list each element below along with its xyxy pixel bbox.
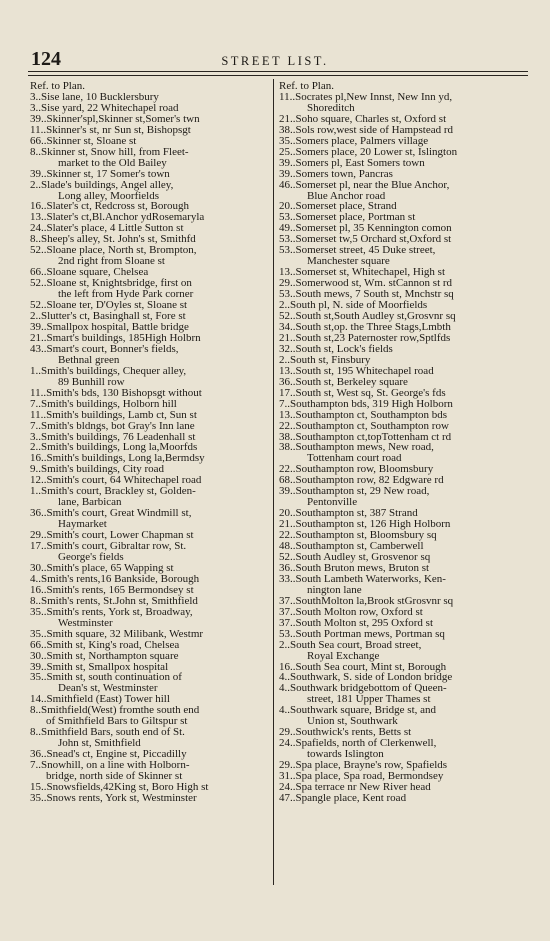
street-entry — [30, 541, 271, 563]
entry-line: 43..Smart's court, Bonner's fields, — [30, 342, 179, 355]
entry-continuation: Pentonville — [307, 496, 358, 509]
street-entry — [30, 607, 271, 629]
entry-line: 16..Slater's ct, Redcross st, Borough — [30, 200, 190, 213]
entry-line: 35..Snows rents, York st, Westminster — [30, 791, 197, 804]
ref-heading: Ref. to Plan. — [30, 81, 85, 92]
entry-line: 35..Smith's rents, York st, Broadway, — [30, 605, 193, 618]
entry-continuation: Royal Exchange — [307, 649, 380, 662]
entry-line: 3..Sise yard, 22 Whitechapel road — [30, 101, 179, 114]
entry-line: 52..Sloane ter, D'Oyles st, Sloane st — [30, 299, 188, 312]
entry-line: 48..Southampton st, Camberwell — [279, 540, 424, 553]
entry-line: 29..Somerwood st, Wm. stCannon st rd — [279, 277, 453, 290]
street-entry — [279, 705, 520, 727]
entry-line: 1..Smith's court, Brackley st, Golden- — [30, 485, 196, 498]
entry-line: 35..Smith st, south continuation of — [30, 671, 182, 684]
entry-line: 21..Southampton st, 126 High Holborn — [279, 518, 451, 531]
entry-line: 25..Somers place, 20 Lower st, Islington — [279, 145, 458, 158]
street-entry — [30, 760, 271, 782]
entry-line: 52..Sloane place, North st, Brompton, — [30, 244, 197, 257]
entry-continuation: Long alley, Moorfields — [58, 189, 160, 202]
entry-line: 53..Somerset tw,5 Orchard st,Oxford st — [279, 233, 452, 246]
page-number: 124 — [31, 48, 61, 70]
entry-line: 30..Smith's place, 65 Wapping st — [30, 561, 174, 574]
entry-line: 66..Smith st, King's road, Chelsea — [30, 638, 180, 651]
entry-line: 13..Slater's ct,Bl.Anchor ydRosemaryla — [30, 211, 205, 224]
street-entry — [279, 442, 520, 464]
street-entry — [30, 705, 271, 727]
street-entry — [30, 508, 271, 530]
entry-line: 9..Smith's buildings, City road — [30, 463, 164, 476]
entry-line: 16..Smith's buildings, Long la,Bermdsy — [30, 452, 205, 465]
street-entry — [30, 344, 271, 366]
entry-continuation: Blue Anchor road — [307, 189, 386, 202]
entry-continuation: Haymarket — [58, 518, 107, 531]
right-column — [279, 81, 520, 886]
entry-line: 38..Southampton mews, New road, — [279, 441, 434, 454]
street-entry — [30, 399, 271, 410]
street-entry — [30, 651, 271, 662]
entry-line: 53..South mews, 7 South st, Mnchstr sq — [279, 288, 454, 301]
entry-line: 11..Skinner's st, nr Sun st, Bishopsgt — [30, 123, 191, 136]
street-entry — [30, 180, 271, 202]
entry-continuation: John st, Smithfield — [58, 737, 141, 750]
entry-continuation: of Smithfield Bars to Giltspur st — [46, 715, 188, 728]
entry-line: 39..Skinner st, 17 Somer's town — [30, 167, 170, 180]
entry-line: 52..South Audley st, Grosvenor sq — [279, 550, 431, 563]
entry-line: 16..Smith's rents, 165 Bermondsey st — [30, 583, 194, 596]
entry-continuation: Manchester square — [307, 255, 390, 268]
entry-line: 8..Smithfield Bars, south end of St. — [30, 726, 185, 739]
entry-continuation: Dean's st, Westminster — [58, 682, 158, 695]
street-entry — [30, 727, 271, 749]
street-entry — [279, 92, 520, 114]
street-entry — [279, 245, 520, 267]
street-entry — [279, 410, 520, 421]
entry-line: 3..Sise lane, 10 Bucklersbury — [30, 90, 159, 103]
entry-line: 2..South st, Finsbury — [279, 353, 371, 366]
street-entry — [279, 180, 520, 202]
street-entry — [30, 486, 271, 508]
entry-line: 3..Smith's buildings, 76 Leadenhall st — [30, 430, 196, 443]
entry-line: 47..Spangle place, Kent road — [279, 791, 407, 804]
entry-line: 35..Smith square, 32 Milibank, Westmr — [30, 627, 204, 640]
entry-line: 21..South st,23 Paternoster row,Sptlfds — [279, 331, 451, 344]
entry-line: 66..Skinner st, Sloane st — [30, 134, 137, 147]
entry-line: 21..Smart's buildings, 185High Holbrn — [30, 331, 201, 344]
street-entry — [279, 486, 520, 508]
street-entry — [30, 245, 271, 267]
entry-line: 2..Smith's buildings, Long la,Moorfds — [30, 441, 198, 454]
entry-line: 66..Sloane square, Chelsea — [30, 266, 149, 279]
entry-continuation: Bethnal green — [58, 353, 120, 366]
entry-line: 52..South st,South Audley st,Grosvnr sq — [279, 310, 456, 323]
entry-line: 36..South st, Berkeley square — [279, 375, 408, 388]
entry-line: 4..Southwark square, Bridge st, and — [279, 704, 437, 717]
entry-line: 11..Smith's bds, 130 Bishopsgt without — [30, 386, 202, 399]
entry-line: 36..Smith's court, Great Windmill st, — [30, 507, 192, 520]
entry-line: 38..Southampton ct,topTottenham ct rd — [279, 430, 452, 443]
entry-line: 53..Somerset street, 45 Duke street, — [279, 244, 436, 257]
entry-line: 2..South pl, N. side of Moorfields — [279, 299, 428, 312]
street-entry — [279, 629, 520, 640]
entry-line: 49..Somerset pl, 35 Kennington comon — [279, 222, 452, 235]
left-column — [30, 81, 271, 886]
header-rule — [28, 71, 528, 72]
entry-line: 7..Smith's buildings, Holborn hill — [30, 397, 177, 410]
entry-line: 29..Spa place, Brayne's row, Spafields — [279, 759, 448, 772]
street-entry — [30, 410, 271, 421]
entry-line: 24..Spafields, north of Clerkenwell, — [279, 737, 437, 750]
entry-line: 39..Somers town, Pancras — [279, 167, 393, 180]
entry-line: 29..Southwick's rents, Betts st — [279, 726, 412, 739]
street-entry — [279, 683, 520, 705]
entry-line: 16..South Sea court, Mint st, Borough — [279, 660, 447, 673]
street-entry — [30, 672, 271, 694]
street-entry — [279, 618, 520, 629]
entry-line: 17..Smith's court, Gibraltar row, St. — [30, 540, 187, 553]
entry-line: 11..Smith's buildings, Lamb ct, Sun st — [30, 408, 197, 421]
entry-line: 13..South st, 195 Whitechapel road — [279, 364, 434, 377]
entry-continuation: street, 181 Upper Thames st — [307, 693, 431, 706]
entry-line: 68..Southampton row, 82 Edgware rd — [279, 474, 444, 487]
entry-line: 8..Smithfield(West) fromthe south end — [30, 704, 200, 717]
entry-line: 4..Smith's rents,16 Bankside, Borough — [30, 572, 200, 585]
entry-line: 34..South st,op. the Three Stags,Lmbth — [279, 320, 451, 333]
street-entry — [279, 421, 520, 432]
entry-line: 13..Somerset st, Whitechapel, High st — [279, 266, 445, 279]
entry-line: 37..South Molton row, Oxford st — [279, 605, 423, 618]
street-entry — [30, 421, 271, 432]
entry-line: 7..Southampton bds, 319 High Holborn — [279, 397, 453, 410]
entry-line: 1..Smith's buildings, Chequer alley, — [30, 364, 187, 377]
entry-line: 8..Skinner st, Snow hill, from Fleet- — [30, 145, 189, 158]
street-entry — [30, 388, 271, 399]
entry-line: 29..Smith's court, Lower Chapman st — [30, 529, 194, 542]
street-entry — [279, 640, 520, 662]
entry-line: 39..Southampton st, 29 New road, — [279, 485, 430, 498]
entry-line: 22..Southampton st, Bloomsbury sq — [279, 529, 437, 542]
entry-line: 7..Snowhill, on a line with Holborn- — [30, 759, 190, 772]
street-entry — [279, 793, 520, 804]
entry-line: 22..Southampton ct, Southampton row — [279, 419, 449, 432]
entry-line: 8..Smith's rents, St.John st, Smithfield — [30, 594, 198, 607]
entry-line: 46..Somerset pl, near the Blue Anchor, — [279, 178, 450, 191]
entry-line: 52..Sloane st, Knightsbridge, first on — [30, 277, 192, 290]
entry-continuation: bridge, north side of Skinner st — [46, 770, 183, 783]
entry-line: 17..South st, West sq, St. George's fds — [279, 386, 446, 399]
street-entry — [279, 574, 520, 596]
entry-continuation: 2nd right from Sloane st — [58, 255, 165, 268]
entry-line: 15..Snowsfields,42King st, Boro High st — [30, 781, 209, 793]
entry-line: 35..Somers place, Palmers village — [279, 134, 429, 147]
street-entry — [279, 388, 520, 399]
street-entry — [30, 640, 271, 651]
ref-heading: Ref. to Plan. — [279, 81, 334, 92]
header-rule-double — [28, 75, 528, 76]
street-entry — [279, 169, 520, 180]
entry-line: 20..Somerset place, Strand — [279, 200, 397, 213]
street-entry — [279, 158, 520, 169]
entry-line: 39..Smallpox hospital, Battle bridge — [30, 320, 189, 333]
entry-line: 36..Snead's ct, Engine st, Piccadilly — [30, 748, 187, 761]
street-entry — [30, 629, 271, 640]
entry-line: 39..Skinner'spl,Skinner st,Somer's twn — [30, 112, 200, 125]
entry-line: 4..Southwark, S. side of London bridge — [279, 671, 453, 684]
entry-line: 32..South st, Lock's fields — [279, 342, 393, 355]
entry-continuation: the left from Hyde Park corner — [58, 288, 194, 301]
entry-line: 12..Smith's court, 64 Whitechapel road — [30, 474, 202, 487]
entry-line: 2..Slade's buildings, Angel alley, — [30, 178, 174, 191]
entry-line: 4..Southwark bridgebottom of Queen- — [279, 682, 447, 695]
entry-line: 20..Southampton st, 387 Strand — [279, 507, 418, 520]
entry-line: 13..Southampton ct, Southampton bds — [279, 408, 448, 421]
entry-continuation: George's fields — [58, 550, 124, 563]
street-entry — [30, 793, 271, 804]
entry-line: 7..Smith's bldngs, bot Gray's Inn lane — [30, 419, 195, 432]
entry-line: 24..Spa terrace nr New River head — [279, 781, 431, 793]
entry-line: 39..Smith st, Smallpox hospital — [30, 660, 169, 673]
entry-line: 39..Somers pl, East Somers town — [279, 156, 425, 169]
street-entry — [30, 147, 271, 169]
entry-line: 2..South Sea court, Broad street, — [279, 638, 422, 651]
entry-continuation: Shoreditch — [307, 101, 355, 114]
left-entry-list — [30, 92, 271, 804]
entry-continuation: Union st, Southwark — [307, 715, 398, 728]
column-divider — [273, 79, 274, 885]
entry-continuation: Westminster — [58, 616, 113, 629]
entry-continuation: towards Islington — [307, 748, 384, 761]
entry-line: 14..Smithfield (East) Tower hill — [30, 693, 170, 706]
entry-continuation: nington lane — [307, 583, 362, 596]
entry-line: 33..South Lambeth Waterworks, Ken- — [279, 572, 446, 585]
entry-line: 31..Spa place, Spa road, Bermondsey — [279, 770, 444, 783]
street-entry — [30, 169, 271, 180]
entry-continuation: market to the Old Bailey — [58, 156, 167, 169]
entry-continuation: Tottenham court road — [307, 452, 402, 465]
entry-line: 22..Southampton row, Bloomsbury — [279, 463, 434, 476]
street-entry — [30, 278, 271, 300]
running-title: STREET LIST. — [221, 54, 329, 68]
entry-line: 21..Soho square, Charles st, Oxford st — [279, 112, 447, 125]
street-entry — [279, 738, 520, 760]
entry-continuation: lane, Barbican — [58, 496, 122, 509]
entry-line: 36..South Bruton mews, Bruton st — [279, 561, 430, 574]
entry-continuation: 89 Bunhill row — [58, 375, 125, 388]
entry-line: 8..Sheep's alley, St. John's st, Smithfd — [30, 233, 196, 246]
entry-line: 2..Slutter's ct, Basinghall st, Fore st — [30, 310, 186, 323]
street-entry — [279, 399, 520, 410]
entry-line: 30..Smith st, Northampton square — [30, 649, 179, 662]
page-header — [28, 46, 522, 70]
entry-line: 37..South Molton st, 295 Oxford st — [279, 616, 434, 629]
entry-line: 24..Slater's place, 4 Little Sutton st — [30, 222, 184, 235]
entry-line: 38..Sols row,west side of Hampstead rd — [279, 123, 454, 136]
entry-line: 53..South Portman mews, Portman sq — [279, 627, 445, 640]
entry-line: 37..SouthMolton la,Brook stGrosvnr sq — [279, 594, 454, 607]
entry-line: 53..Somerset place, Portman st — [279, 211, 416, 224]
right-entry-list — [279, 92, 520, 804]
street-entry — [30, 366, 271, 388]
entry-line: 11..Socrates pl,New Innst, New Inn yd, — [279, 90, 453, 103]
